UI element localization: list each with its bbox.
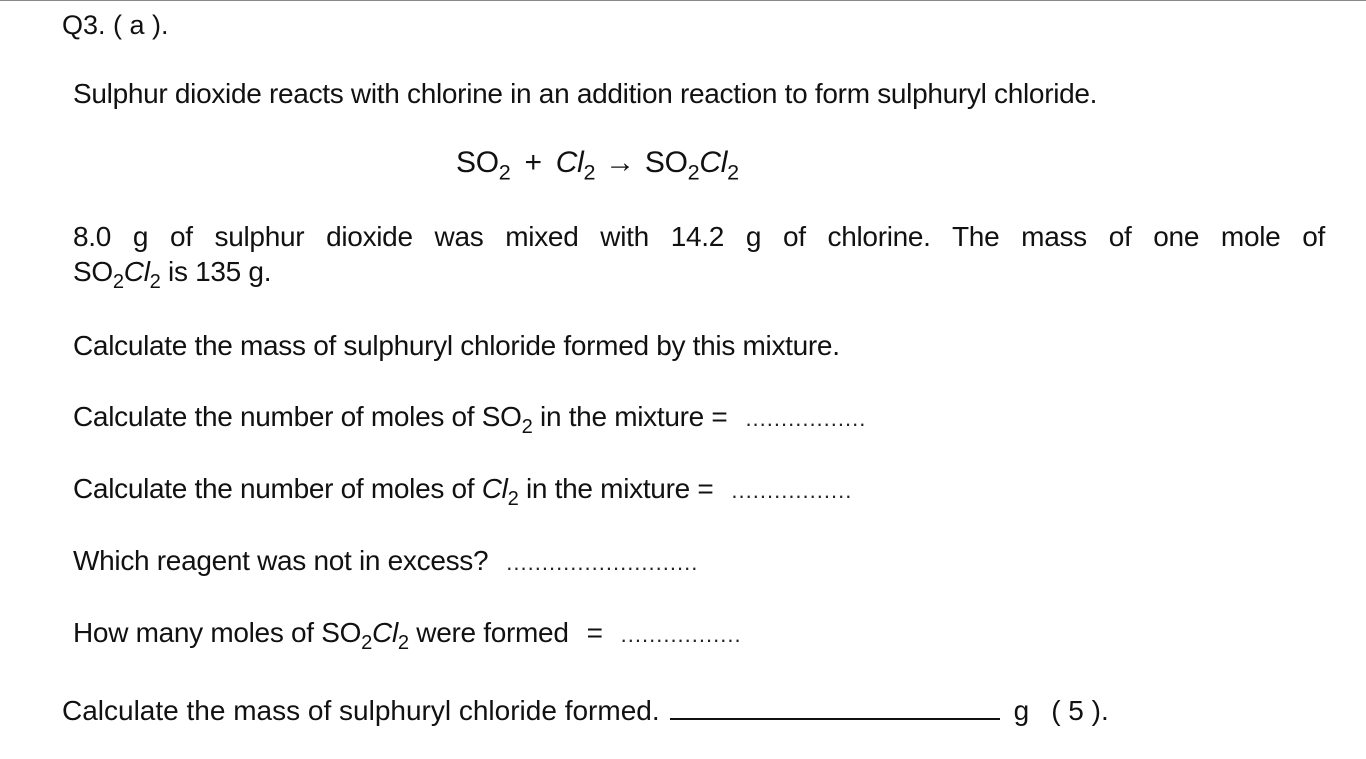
- step-moles-so2: Calculate the number of moles of $SO_2$ in the mixture = .................: [73, 401, 867, 439]
- question-heading: Q3. ( a ).: [62, 10, 169, 40]
- plus-sign: +: [524, 146, 542, 179]
- answer-blank-moles-so2[interactable]: .................: [745, 406, 867, 431]
- top-border-line: [0, 0, 1366, 1]
- answer-blank-moles-cl2[interactable]: .................: [731, 478, 853, 503]
- step-limiting-reagent: Which reagent was not in excess? ...........................: [73, 545, 699, 576]
- reaction-arrow: →: [605, 146, 635, 179]
- reactant-so2: $SO_2$: [456, 146, 511, 185]
- product-so2cl2: $SO_2Cl_2$: [644, 146, 739, 185]
- unit-label: g: [1013, 695, 1030, 726]
- final-prompt: Calculate the mass of sulphuryl chloride formed.: [62, 695, 660, 726]
- given-data-line-1: 8.0 g of sulphur dioxide was mixed with 14.2 g of chlorine. The mass of one mole of: [73, 221, 1325, 252]
- answer-blank-moles-product[interactable]: .................: [620, 622, 742, 647]
- answer-blank-limiting-reagent[interactable]: ...........................: [506, 550, 699, 575]
- instruction-text: Calculate the mass of sulphuryl chloride formed by this mixture.: [73, 330, 840, 361]
- reactant-cl2: $Cl_2$: [555, 146, 596, 185]
- intro-text: Sulphur dioxide reacts with chlorine in an addition reaction to form sulphuryl chloride.: [73, 78, 1098, 109]
- step-moles-product: How many moles of $SO_2Cl_2$ were formed = .................: [73, 617, 742, 655]
- chemical-equation: [456, 146, 739, 185]
- step-moles-cl2: Calculate the number of moles of $Cl_2$ in the mixture = .................: [73, 473, 853, 511]
- given-data-line-2: $SO_2Cl_2$ is 135 g.: [73, 256, 272, 294]
- answer-blank-mass[interactable]: [670, 692, 1000, 720]
- final-question: [62, 692, 1109, 727]
- marks-label: ( 5 ).: [1051, 695, 1109, 726]
